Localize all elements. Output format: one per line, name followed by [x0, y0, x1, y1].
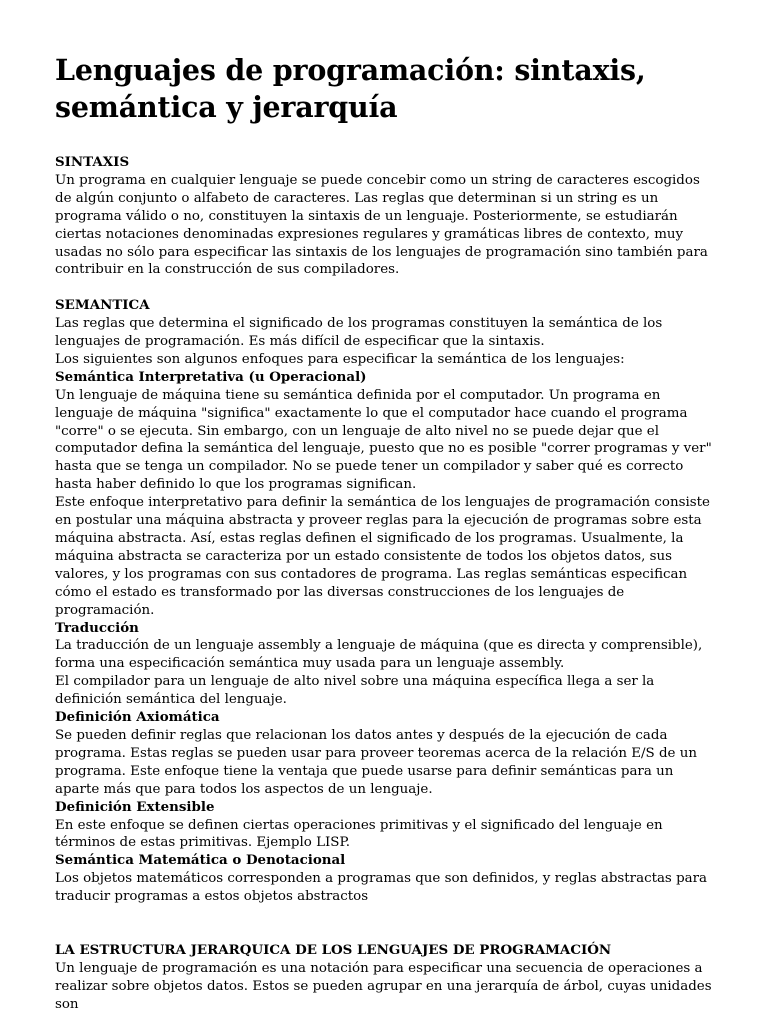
paragraph: Los siguientes son algunos enfoques para especificar la semántica de los lenguajes:	[55, 351, 625, 367]
subheading-extensible: Definición Extensible	[55, 798, 215, 815]
paragraph: Se pueden definir reglas que relacionan los datos antes y después de la ejecución de cada programa. Estas reglas se pueden usar para proveer teoremas acerca de la relación E/S de un programa. Este enfoque tiene la ventaja que puede usarse para definir semánticas para un aparte más que para todos los aspectos de un lenguaje.	[55, 727, 697, 797]
spacer	[55, 924, 718, 942]
paragraph: La traducción de un lenguaje assembly a lenguaje de máquina (que es directa y comprensible), forma una especificación semántica muy usada para un lenguaje assembly.	[55, 638, 703, 672]
document-body	[55, 154, 718, 1013]
paragraph: Un lenguaje de máquina tiene su semántica definida por el computador. Un programa en lenguaje de máquina "significa" exactamente lo que el computador hace cuando el programa "corre" o se ejecuta. Sin embargo, con un lenguaje de alto nivel no se puede dejar que el computador defina la semántica del lenguaje, puesto que no es posible "correr programas y ver" hasta que se tenga un compilador. No se puede tener un compilador y saber qué es correcto hasta haber definido lo que los programas significan.	[55, 387, 712, 493]
section-jerarquia	[55, 942, 718, 1014]
paragraph: El compilador para un lenguaje de alto nivel sobre una máquina específica llega a ser la definición semántica del lenguaje.	[55, 674, 655, 708]
subheading-denotacional: Semántica Matemática o Denotacional	[55, 852, 346, 869]
heading-semantica: SEMANTICA	[55, 297, 150, 314]
section-semantica	[55, 297, 718, 906]
paragraph: Un programa en cualquier lenguaje se puede concebir como un string de caracteres escogidos de algún conjunto o alfabeto de caracteres. Las reglas que determinan si un string es un programa válido o no, constituyen la sintaxis de un lenguaje. Posteriormente, se estudiarán ciertas notaciones denominadas expresiones regulares y gramáticas libres de contexto, muy usadas no sólo para especificar las sintaxis de los lenguajes de programación sino también para contribuir en la construcción de sus compiladores.	[55, 172, 708, 278]
section-sintaxis	[55, 154, 718, 279]
paragraph: En este enfoque se definen ciertas operaciones primitivas y el significado del lenguaje en términos de estas primitivas. Ejemplo LISP.	[55, 817, 663, 851]
subheading-traduccion: Traducción	[55, 619, 139, 636]
heading-jerarquia: LA ESTRUCTURA JERARQUICA DE LOS LENGUAJES DE PROGRAMACIÓN	[55, 941, 612, 958]
heading-sintaxis: SINTAXIS	[55, 154, 130, 170]
paragraph: Este enfoque interpretativo para definir la semántica de los lenguajes de programación consiste en postular una máquina abstracta y proveer reglas para la ejecución de programas sobre esta máquina abstracta. Así, estas reglas definen el significado de los programas. Usualmente, la máquina abstracta se caracteriza por un estado consistente de todos los objetos datos, sus valores, y los programas con sus contadores de programa. Las reglas semánticas especifican cómo el estado es transformado por las diversas construcciones de los lenguajes de programación.	[55, 495, 710, 618]
subheading-interpretativa: Semántica Interpretativa (u Operacional)	[55, 368, 367, 385]
paragraph: Los objetos matemáticos corresponden a programas que son definidos, y reglas abstractas para traducir programas a estos objetos abstractos	[55, 871, 708, 905]
paragraph: Las reglas que determina el significado de los programas constituyen la semántica de los lenguajes de programación. Es más difícil de especificar que la sintaxis.	[55, 316, 663, 350]
page-title: Lenguajes de programación: sintaxis, semántica y jerarquía	[55, 53, 646, 124]
paragraph: Un lenguaje de programación es una notación para especificar una secuencia de operaciones a realizar sobre objetos datos. Estos se pueden agrupar en una jerarquía de árbol, cuyas unidades son	[55, 960, 712, 1012]
subheading-axiomatica: Definición Axiomática	[55, 709, 220, 726]
